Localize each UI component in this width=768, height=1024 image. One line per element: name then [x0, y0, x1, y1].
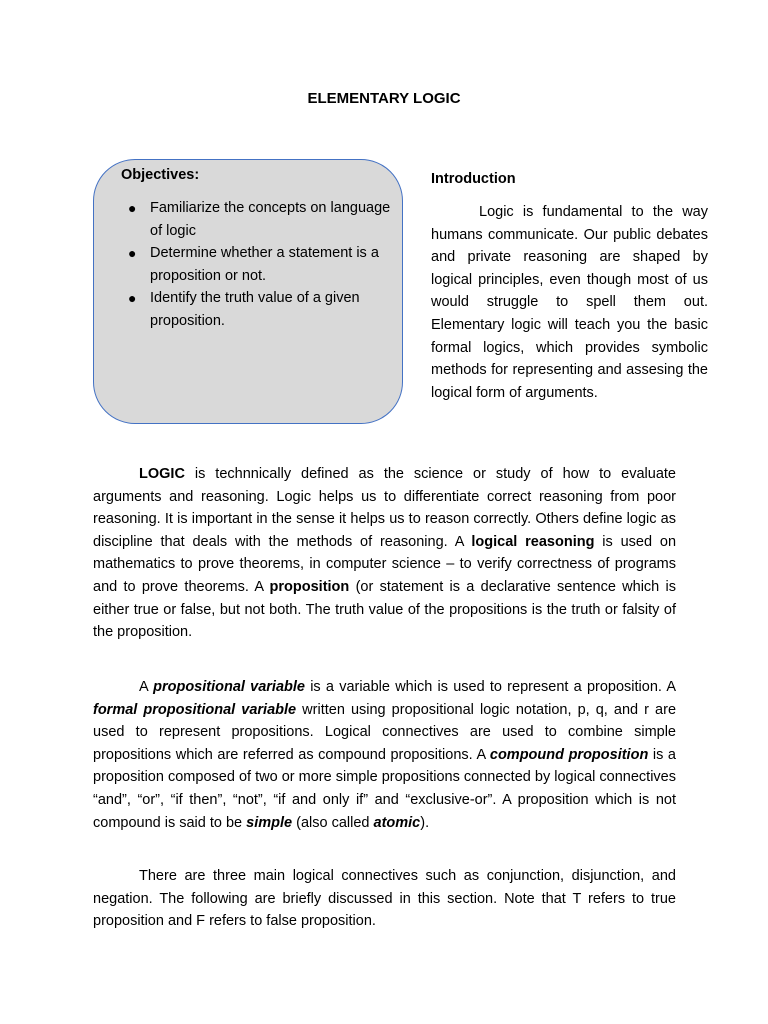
- objectives-list: [124, 197, 399, 332]
- keyword-atomic: atomic: [373, 814, 421, 831]
- introduction-text: Logic is fundamental to the way humans communicate. Our public debates and private reasoning are shaped by logical principles, even though most of us would struggle to spell them out. Elementary logic will teach you the basic formal logics, which provides symbolic methods for representing and assesing the logical form of arguments.: [431, 204, 708, 401]
- objective-text: Identify the truth value of a given proposition.: [150, 290, 360, 329]
- paragraph-text: ).: [420, 814, 430, 831]
- paragraph-text: is a proposition composed of two or more simple propositions connected by logical connectives “and”, “or”, “if then”, “not”, “if and only if” and “exclusive-or”. A proposition which is not compound is said to be: [93, 746, 676, 831]
- keyword-simple: simple: [246, 814, 293, 831]
- page-title: ELEMENTARY LOGIC: [307, 90, 461, 107]
- paragraph-text: (or statement is a declarative sentence which is either true or false, but not both. The truth value of the propositions is the truth or falsity of the proposition.: [93, 578, 676, 641]
- bullet-icon: ●: [128, 245, 137, 261]
- keyword-propositional-variable: propositional variable: [153, 679, 305, 695]
- paragraph-text: is technnically defined as the science or study of how to evaluate arguments and reasoning. Logic helps us to differentiate correct reasoning from poor reasoning. It is important in the sense it helps us to reason correctly. Others define logic as discipline that deals with the methods of reasoning. A: [93, 466, 676, 550]
- list-item: [124, 287, 399, 332]
- objective-text: Familiarize the concepts on language of logic: [150, 200, 391, 239]
- paragraph-logic-definition: [93, 463, 676, 644]
- paragraph-text: is used on mathematics to prove theorems, in computer science – to verify correctness of programs and to prove theorems. A: [93, 533, 677, 595]
- paragraph-text: is a variable which is used to represent a proposition. A: [304, 679, 677, 695]
- list-item: [124, 242, 399, 287]
- introduction-heading: Introduction: [431, 171, 516, 187]
- keyword-formal-propositional-variable: formal propositional variable: [93, 701, 297, 718]
- bullet-icon: ●: [128, 200, 137, 216]
- keyword-compound-proposition: compound proposition: [489, 746, 649, 763]
- keyword-logical-reasoning: logical reasoning: [471, 533, 595, 550]
- objectives-box: [93, 159, 403, 424]
- paragraph-connectives: There are three main logical connectives such as conjunction, disjunction, and negation. The following are briefly discussed in this section. Note that T refers to true proposition and F refers to false proposition.: [93, 868, 676, 930]
- paragraph-text: written using propositional logic notation, p, q, and r are used to represent propositions. Logical connectives are used to combine simple propositions which are referred as compound propositions. A: [93, 701, 677, 763]
- objective-text: Determine whether a statement is a proposition or not.: [150, 245, 379, 284]
- paragraph-text: (also called: [292, 814, 374, 831]
- keyword-proposition: proposition: [269, 578, 350, 595]
- objectives-heading: Objectives:: [121, 167, 200, 183]
- keyword-logic: LOGIC: [139, 466, 185, 482]
- list-item: [124, 197, 399, 242]
- bullet-icon: ●: [128, 290, 137, 306]
- paragraph-propositional-variable: [93, 676, 676, 834]
- paragraph-text: A: [139, 679, 154, 695]
